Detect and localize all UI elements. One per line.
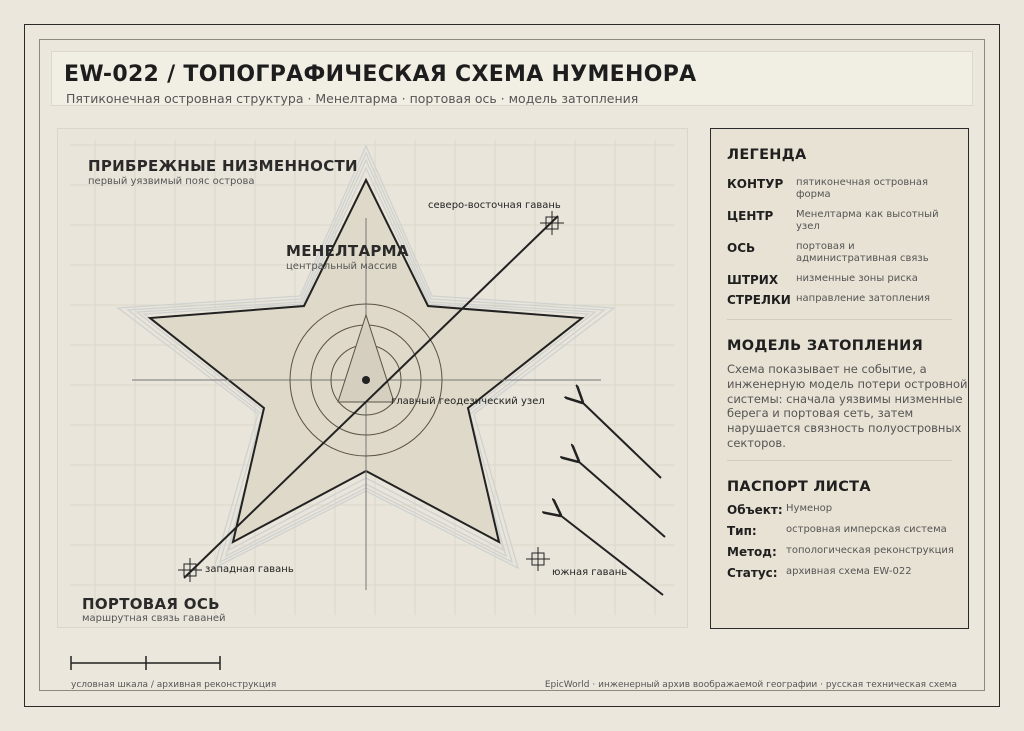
passport-title: ПАСПОРТ ЛИСТА xyxy=(727,479,871,495)
ne-harbor-label: северо-восточная гавань xyxy=(428,200,561,211)
passport-key: Статус: xyxy=(727,566,778,580)
legend-title: ЛЕГЕНДА xyxy=(727,147,807,163)
legend-value: низменные зоны риска xyxy=(796,273,918,284)
coast-title: ПРИБРЕЖНЫЕ НИЗМЕННОСТИ xyxy=(88,157,358,175)
page-subtitle: Пятиконечная островная структура · Менелтарма · портовая ось · модель затопления xyxy=(66,91,639,106)
west-harbor-label: западная гавань xyxy=(205,564,294,575)
legend-key: ЦЕНТР xyxy=(727,209,774,223)
passport-value: островная имперская система xyxy=(786,524,947,535)
passport-key: Метод: xyxy=(727,545,777,559)
legend-key: КОНТУР xyxy=(727,177,784,191)
passport-value: топологическая реконструкция xyxy=(786,545,954,556)
center-title: МЕНЕЛТАРМА xyxy=(286,242,409,260)
legend-value: портовая и административная связь xyxy=(796,241,929,264)
footer-credit: EpicWorld · инженерный архив воображаемой географии · русская техническая схема xyxy=(544,680,957,690)
port-axis-title: ПОРТОВАЯ ОСЬ xyxy=(82,595,220,613)
flood-model-text: Схема показывает не событие, а инженерную модель потери островной системы: сначала уязвимы низменные берега и портовая сеть, затем нарушается связность полуостровных секторов. xyxy=(727,362,968,450)
coast-subtitle: первый уязвимый пояс острова xyxy=(88,176,255,187)
legend-key: ОСЬ xyxy=(727,241,756,255)
legend-key: СТРЕЛКИ xyxy=(727,293,791,307)
port-axis-subtitle: маршрутная связь гаваней xyxy=(82,613,226,624)
center-subtitle: центральный массив xyxy=(286,261,398,272)
legend-value: Менелтарма как высотный узел xyxy=(796,209,939,232)
passport-value: Нуменор xyxy=(786,503,833,514)
ne-harbor-marker xyxy=(540,211,564,235)
south-harbor-label: южная гавань xyxy=(552,567,628,578)
geodetic-node-label: главный геодезический узел xyxy=(391,396,545,407)
flood-model-title: МОДЕЛЬ ЗАТОПЛЕНИЯ xyxy=(727,338,924,354)
legend-value: пятиконечная островная форма xyxy=(796,177,928,200)
legend-key: ШТРИХ xyxy=(727,273,779,287)
south-harbor-marker xyxy=(526,547,550,571)
page-title: EW-022 / ТОПОГРАФИЧЕСКАЯ СХЕМА НУМЕНОРА xyxy=(64,62,697,87)
scale-caption: условная шкала / архивная реконструкция xyxy=(71,680,277,690)
passport-value: архивная схема EW-022 xyxy=(786,566,912,577)
legend-divider xyxy=(727,319,952,320)
geodetic-node xyxy=(362,376,370,384)
legend-divider xyxy=(727,460,952,461)
west-harbor-marker xyxy=(178,558,202,582)
scale-bar xyxy=(71,656,220,670)
passport-key: Объект: xyxy=(727,503,783,517)
legend-value: направление затопления xyxy=(796,293,931,304)
passport-key: Тип: xyxy=(727,524,757,538)
